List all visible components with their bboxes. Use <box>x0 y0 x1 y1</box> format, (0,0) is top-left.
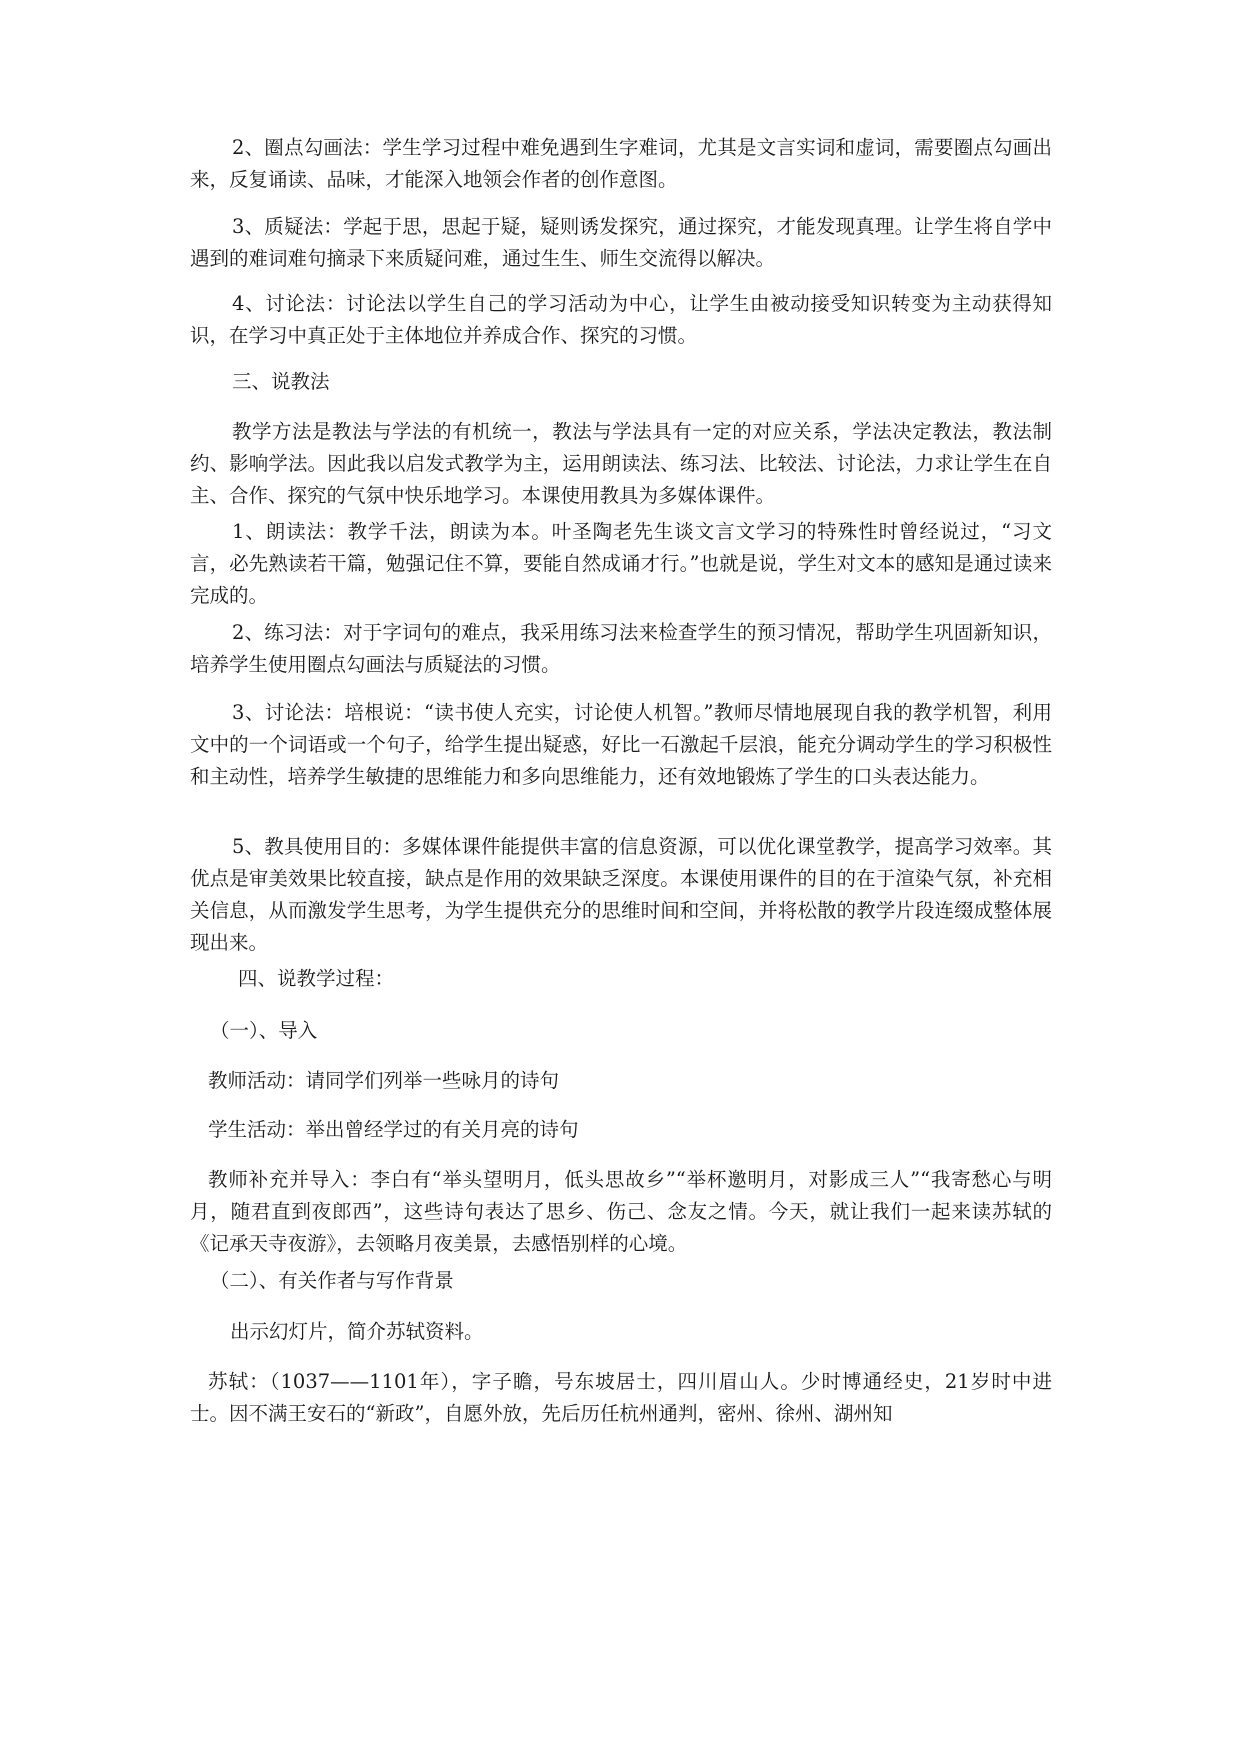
subheading-author-background: （二）、有关作者与写作背景 <box>210 1269 454 1292</box>
section-heading-teaching-methods: 三、说教法 <box>232 370 330 393</box>
paragraph-teaching-aids: 5、教具使用目的：多媒体课件能提供丰富的信息资源，可以优化课堂教学，提高学习效率。其优点是审美效果比较直接，缺点是作用的效果缺乏深度。本课使用课件的目的在于渲染气氛，补充相关信息，从而激发学生思考，为学生提供充分的思维时间和空间，并将松散的教学片段连缀成整体展现出来。 <box>190 835 1052 954</box>
section-heading-teaching-process: 四、说教学过程： <box>238 967 395 990</box>
subheading-introduction: （一）、导入 <box>210 1019 318 1042</box>
paragraph-practice-method: 2、练习法：对于字词句的难点，我采用练习法来检查学生的预习情况，帮助学生巩固新知识，培养学生使用圈点勾画法与质疑法的习惯。 <box>190 621 1052 676</box>
paragraph-discussion-method-2: 3、讨论法：培根说：“读书使人充实，讨论使人机智。”教师尽情地展现自我的教学机智，利用文中的一个词语或一个句子，给学生提出疑惑，好比一石激起千层浪，能充分调动学生的学习积极性和主动性，培养学生敏捷的思维能力和多向思维能力，还有效地锻炼了学生的口头表达能力。 <box>190 701 1052 788</box>
paragraph-teacher-supplement: 教师补充并导入：李白有“举头望明月，低头思故乡”“举杯邀明月，对影成三人”“我寄愁心与明月，随君直到夜郎西”，这些诗句表达了思乡、伤己、念友之情。今天，就让我们一起来读苏轼的《记承天寺夜游》，去领略月夜美景，去感悟别样的心境。 <box>190 1168 1052 1255</box>
paragraph-teacher-activity: 教师活动：请同学们列举一些咏月的诗句 <box>208 1069 560 1092</box>
paragraph-reading-method: 1、朗读法：教学千法，朗读为本。叶圣陶老先生谈文言文学习的特殊性时曾经说过，“习文言，必先熟读若干篇，勉强记住不算，要能自然成诵才行。”也就是说，学生对文本的感知是通过读来完成的。 <box>190 520 1052 607</box>
paragraph-circle-method: 2、圈点勾画法：学生学习过程中难免遇到生字难词，尤其是文言实词和虚词，需要圈点勾画出来，反复诵读、品味，才能深入地领会作者的创作意图。 <box>190 136 1052 191</box>
paragraph-su-shi-bio: 苏轼：（1037——1101年），字子瞻，号东坡居士，四川眉山人。少时博通经史，21岁时中进士。因不满王安石的“新政”，自愿外放，先后历任杭州通判，密州、徐州、湖州知 <box>190 1370 1052 1425</box>
paragraph-slide-intro: 出示幻灯片，简介苏轼资料。 <box>230 1320 484 1343</box>
paragraph-questioning-method: 3、质疑法：学起于思，思起于疑，疑则诱发探究，通过探究，才能发现真理。让学生将自学中遇到的难词难句摘录下来质疑问难，通过生生、师生交流得以解决。 <box>190 215 1052 270</box>
paragraph-teaching-methods-intro: 教学方法是教法与学法的有机统一，教法与学法具有一定的对应关系，学法决定教法，教法制约、影响学法。因此我以启发式教学为主，运用朗读法、练习法、比较法、讨论法，力求让学生在自主、合作、探究的气氛中快乐地学习。本课使用教具为多媒体课件。 <box>190 420 1052 507</box>
paragraph-student-activity: 学生活动：举出曾经学过的有关月亮的诗句 <box>208 1118 579 1141</box>
paragraph-discussion-method: 4、讨论法：讨论法以学生自己的学习活动为中心，让学生由被动接受知识转变为主动获得知识，在学习中真正处于主体地位并养成合作、探究的习惯。 <box>190 292 1052 347</box>
